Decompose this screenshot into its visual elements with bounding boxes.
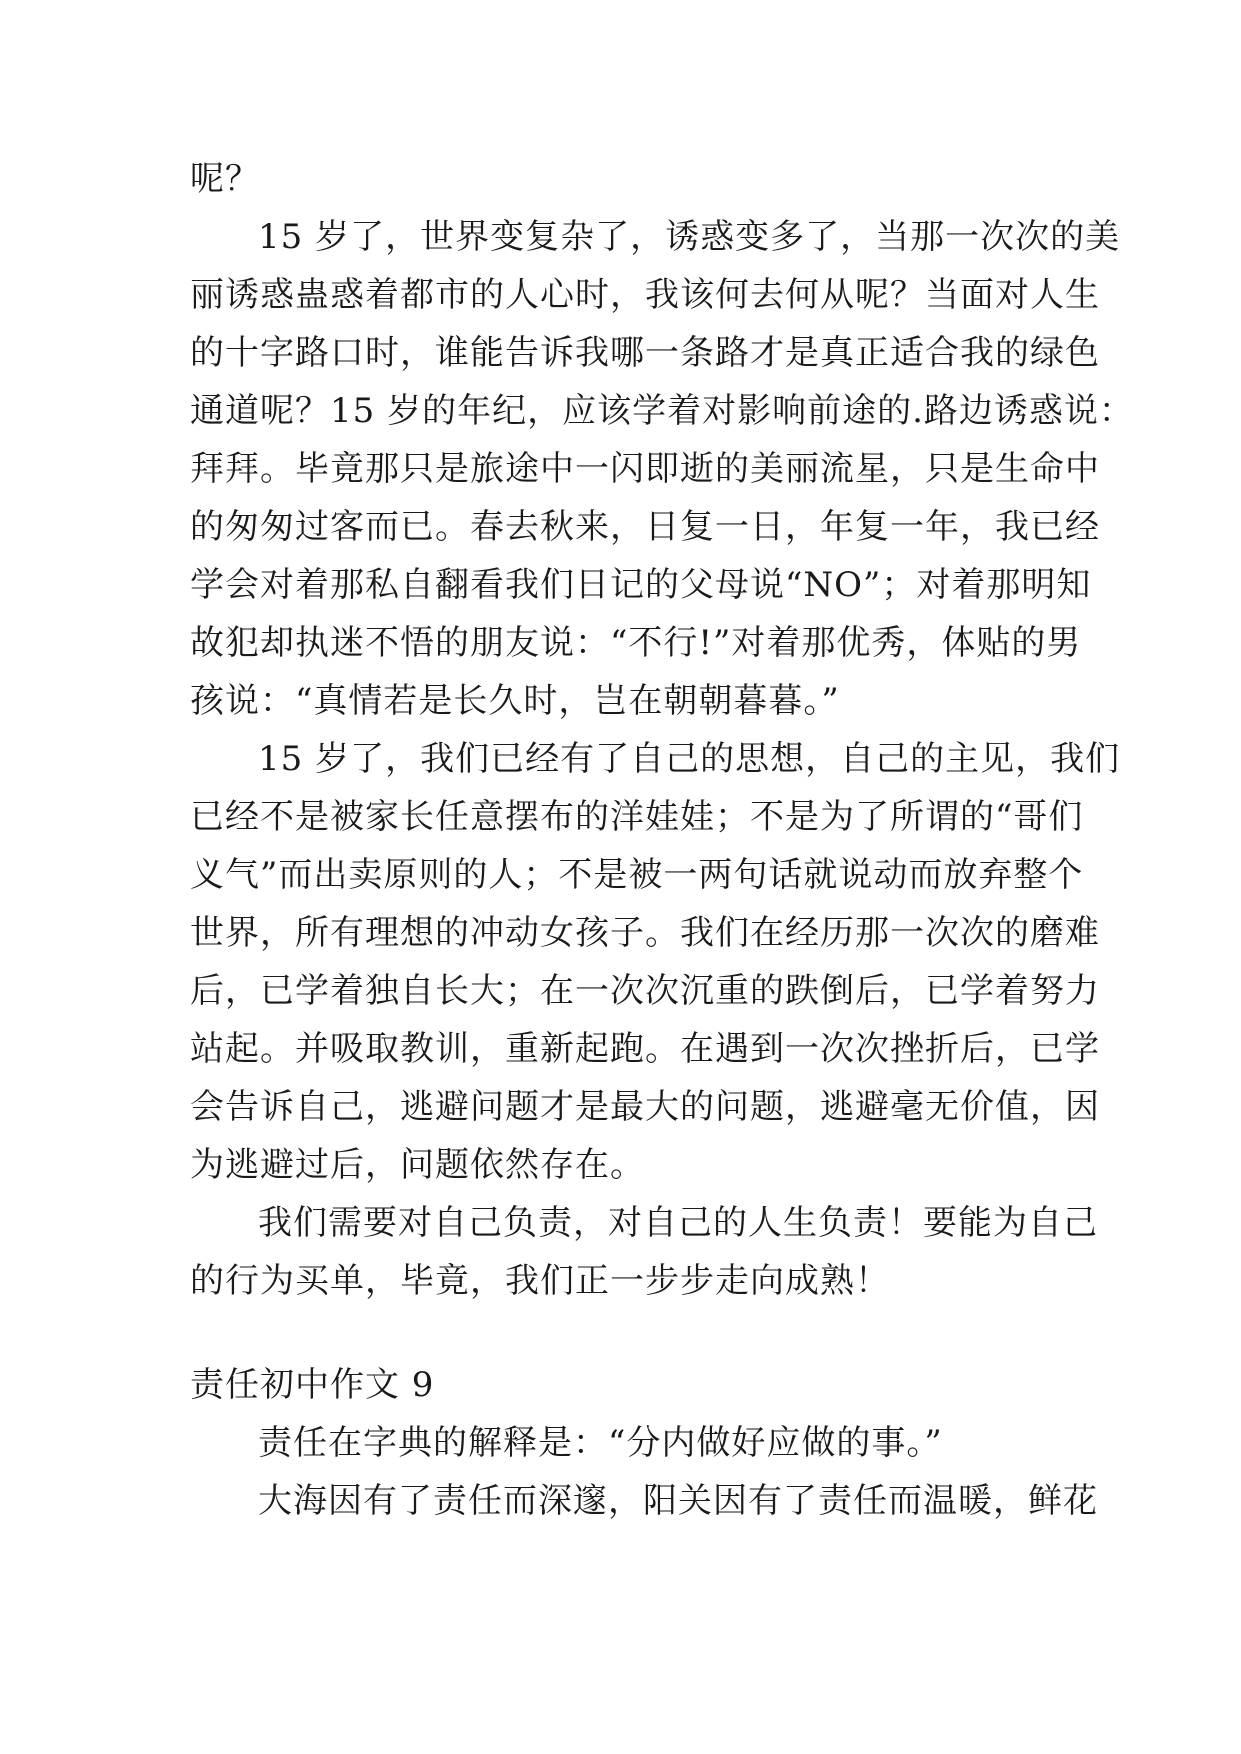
section-spacer: [190, 1310, 1055, 1356]
text-line: 的行为买单，毕竟，我们正一步步走向成熟！: [190, 1261, 890, 1301]
text-line: 孩说：“真情若是长久时，岂在朝朝暮暮。”: [190, 681, 840, 721]
paragraph: [190, 730, 1121, 1194]
section-title: 责任初中作文 9: [190, 1365, 435, 1405]
text-line: 呢？: [190, 159, 260, 199]
paragraph: [190, 1194, 1098, 1310]
paragraph: [190, 208, 1134, 730]
text-line: 的匆匆过客而已。春去秋来，日复一日，年复一年，我已经: [190, 507, 1100, 547]
text-line: 故犯却执迷不悟的朋友说：“不行!”对着那优秀，体贴的男: [190, 623, 1082, 663]
document-page: [190, 150, 1134, 1530]
text-line: 义气”而出卖原则的人；不是被一两句话就说动而放弃整个: [190, 855, 1084, 895]
text-line: 大海因有了责任而深邃，阳关因有了责任而温暖，鲜花: [258, 1481, 1098, 1521]
text-line: 的十字路口时，谁能告诉我哪一条路才是真正适合我的绿色: [190, 333, 1100, 373]
paragraph: [190, 150, 1055, 208]
text-line: 学会对着那私自翻看我们日记的父母说“NO”；对着那明知: [190, 565, 1092, 605]
text-line: 为逃避过后，问题依然存在。: [190, 1145, 645, 1185]
text-line: 拜拜。毕竟那只是旅途中一闪即逝的美丽流星，只是生命中: [190, 449, 1100, 489]
text-line: 站起。并吸取教训，重新起跑。在遇到一次次挫折后，已学: [190, 1029, 1100, 1069]
text-line: 责任在字典的解释是：“分内做好应做的事。”: [258, 1423, 943, 1463]
text-line: 已经不是被家长任意摆布的洋娃娃；不是为了所谓的“哥们: [190, 797, 1084, 837]
paragraph: [190, 1414, 1055, 1472]
text-line: 15 岁了，我们已经有了自己的思想，自己的主见，我们: [258, 739, 1121, 779]
text-line: 会告诉自己，逃避问题才是最大的问题，逃避毫无价值，因: [190, 1087, 1100, 1127]
text-line: 世界，所有理想的冲动女孩子。我们在经历那一次次的磨难: [190, 913, 1100, 953]
text-line: 丽诱惑蛊惑着都市的人心时，我该何去何从呢？当面对人生: [190, 275, 1100, 315]
text-line: 15 岁了，世界变复杂了，诱惑变多了，当那一次次的美: [258, 217, 1121, 257]
text-line: 通道呢？15 岁的年纪，应该学着对影响前途的.路边诱惑说：: [190, 391, 1134, 431]
text-line: 我们需要对自己负责，对自己的人生负责！要能为自己: [258, 1203, 1098, 1243]
text-line: 后，已学着独自长大；在一次次沉重的跌倒后，已学着努力: [190, 971, 1100, 1011]
paragraph: [190, 1472, 1098, 1530]
